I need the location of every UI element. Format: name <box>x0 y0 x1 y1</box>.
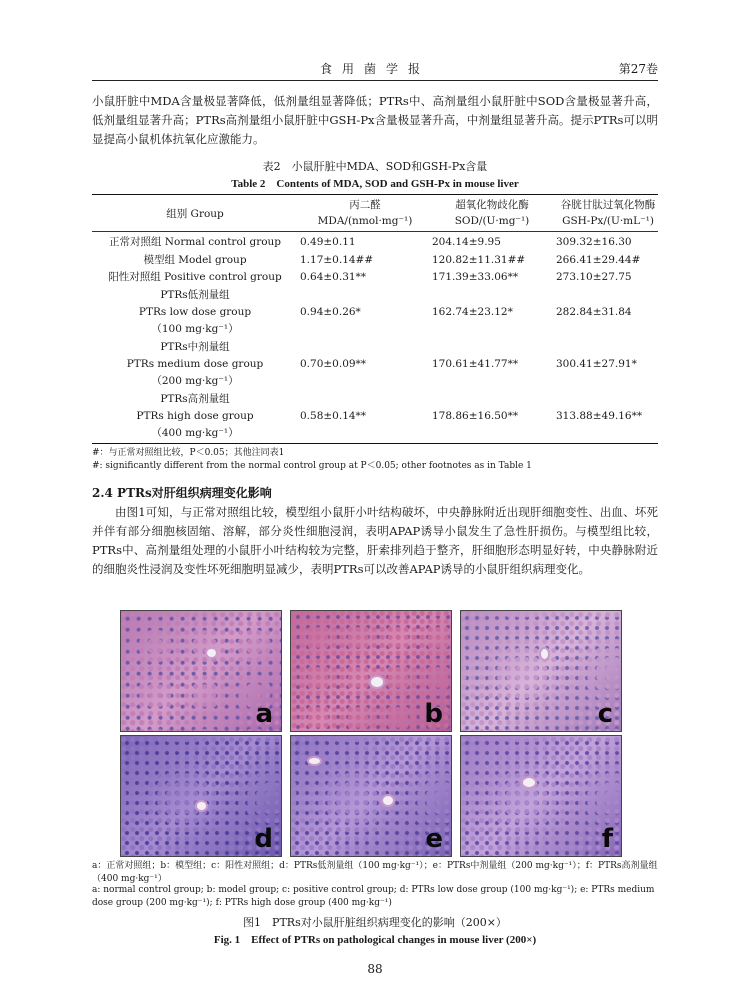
table-cell-sod: 204.14±9.95 <box>432 236 501 248</box>
table-cell-sod: 170.61±41.77** <box>432 358 519 370</box>
table-cell-gsh: 313.88±49.16** <box>556 410 643 422</box>
table-cell-sod: 171.39±33.06** <box>432 271 519 283</box>
col-header-gsh-cn: 谷胱甘肽过氧化物酶 <box>560 199 656 211</box>
panel-label: b <box>424 699 443 729</box>
figure-legend-cn: a：正常对照组；b：模型组；c：阳性对照组；d：PTRs低剂量组（100 mg·kg⁻¹）；e：PTRs中剂量组（200 mg·kg⁻¹）；f：PTRs高剂量组（400 mg·kg⁻¹） <box>92 861 658 884</box>
table-cell-group: （400 mg·kg⁻¹） <box>151 427 239 439</box>
table-cell-group: （100 mg·kg⁻¹） <box>151 323 239 335</box>
table-cell-gsh: 273.10±27.75 <box>556 271 632 283</box>
figure-panel <box>290 610 452 732</box>
col-header-mda-cn: 丙二醛 <box>349 199 381 211</box>
col-header-gsh-unit: GSH-Px/(U·mL⁻¹) <box>562 215 654 227</box>
figure-panel <box>120 610 282 732</box>
panel-label: a <box>255 699 273 729</box>
running-header <box>92 58 658 78</box>
table-cell-group: PTRs high dose group <box>136 410 254 422</box>
table-cell-mda: 0.64±0.31** <box>300 271 367 283</box>
table-header-rule <box>92 231 658 232</box>
header-rule <box>92 80 658 81</box>
journal-title: 食用菌学报 <box>319 62 430 76</box>
table-cell-mda: 0.58±0.14** <box>300 410 367 422</box>
table-cell-mda: 0.49±0.11 <box>300 236 356 248</box>
figure-caption-cn: 图1 PTRs对小鼠肝脏组织病理变化的影响（200×） <box>243 916 507 929</box>
volume-label: 第27卷 <box>618 62 658 76</box>
table-cell-group: PTRs medium dose group <box>126 358 264 370</box>
table-cell-gsh: 309.32±16.30 <box>556 236 632 248</box>
section-heading: 2.4 PTRs对肝组织病理变化影响 <box>92 486 272 500</box>
table-cell-group: 正常对照组 Normal control group <box>108 236 282 248</box>
col-header-mda-unit: MDA/(nmol·mg⁻¹) <box>317 215 413 227</box>
panel-label: c <box>597 699 613 729</box>
figure-panel <box>120 735 282 857</box>
figure-panel <box>290 735 452 857</box>
table-cell-sod: 178.86±16.50** <box>432 410 519 422</box>
intro-paragraph: 小鼠肝脏中MDA含量极显著降低，低剂量组显著降低；PTRs中、高剂量组小鼠肝脏中SOD含量极显著升高，低剂量组显著升高；PTRs高剂量组小鼠肝脏中GSH-Px含量极显著升高，中剂量组显著升高。提示PTRs可以明显提高小鼠机体抗氧化应激能力。 <box>92 94 658 146</box>
col-header-group: 组别 Group <box>166 208 224 220</box>
table-bottom-rule <box>92 443 658 444</box>
table-cell-group: PTRs low dose group <box>138 306 252 318</box>
table-cell-sod: 162.74±23.12* <box>432 306 513 318</box>
panel-label: d <box>254 824 273 854</box>
table-cell-group: PTRs中剂量组 <box>160 341 230 353</box>
table-footnote-en: #: significantly different from the normal control group at P＜0.05; other footnotes as in Table 1 <box>92 461 532 471</box>
table-cell-group: 阳性对照组 Positive control group <box>108 271 282 283</box>
panel-label: e <box>425 824 443 854</box>
page-number: 88 <box>367 962 383 976</box>
table-cell-mda: 1.17±0.14## <box>300 254 374 266</box>
table-cell-group: （200 mg·kg⁻¹） <box>151 375 239 387</box>
table-cell-gsh: 282.84±31.84 <box>556 306 632 318</box>
figure-legend-en: a: normal control group; b: model group; c: positive control group; d: PTRs low dose group (100 mg·kg⁻¹); e: PTRs medium dose group (200 mg·kg⁻¹); f: PTRs high dose group (400 mg·kg⁻¹) <box>92 885 655 908</box>
panel-label: f <box>601 824 613 854</box>
table-caption-cn: 表2 小鼠肝脏中MDA、SOD和GSH-Px含量 <box>262 160 488 173</box>
figure-caption-en: Fig. 1 Effect of PTRs on pathological changes in mouse liver (200×) <box>213 934 537 946</box>
col-header-sod-unit: SOD/(U·mg⁻¹) <box>454 215 530 227</box>
section-paragraph: 由图1可知，与正常对照组比较，模型组小鼠肝小叶结构破坏，中央静脉附近出现肝细胞变性、出血、坏死并伴有部分细胞核固缩、溶解，部分炎性细胞浸润，表明APAP诱导小鼠发生了急性肝损伤。与模型组比较，PTRs中、高剂量组处理的小鼠肝小叶结构较为完整，肝索排列趋于整齐，肝细胞形态明显好转，中央静脉附近的细胞炎性浸润及变性坏死细胞明显减少，表明PTRs可以改善APAP诱导的小鼠肝组织病理变化。 <box>92 505 658 576</box>
table-top-rule <box>92 194 658 195</box>
table-cell-mda: 0.70±0.09** <box>300 358 367 370</box>
figure-panel <box>460 735 622 857</box>
table-cell-sod: 120.82±11.31## <box>432 254 526 266</box>
table-caption-en: Table 2 Contents of MDA, SOD and GSH-Px in mouse liver <box>231 178 519 190</box>
table-cell-group: PTRs低剂量组 <box>160 289 230 301</box>
table-cell-group: PTRs高剂量组 <box>160 393 230 405</box>
figure-panel <box>460 610 622 732</box>
col-header-sod-cn: 超氧化物歧化酶 <box>455 199 529 211</box>
table-cell-group: 模型组 Model group <box>143 254 247 266</box>
table-cell-gsh: 266.41±29.44# <box>556 254 641 266</box>
table-cell-mda: 0.94±0.26* <box>300 306 361 318</box>
table-footnote-cn: #：与正常对照组比较，P＜0.05；其他注同表1 <box>92 448 285 458</box>
table-cell-gsh: 300.41±27.91* <box>556 358 637 370</box>
